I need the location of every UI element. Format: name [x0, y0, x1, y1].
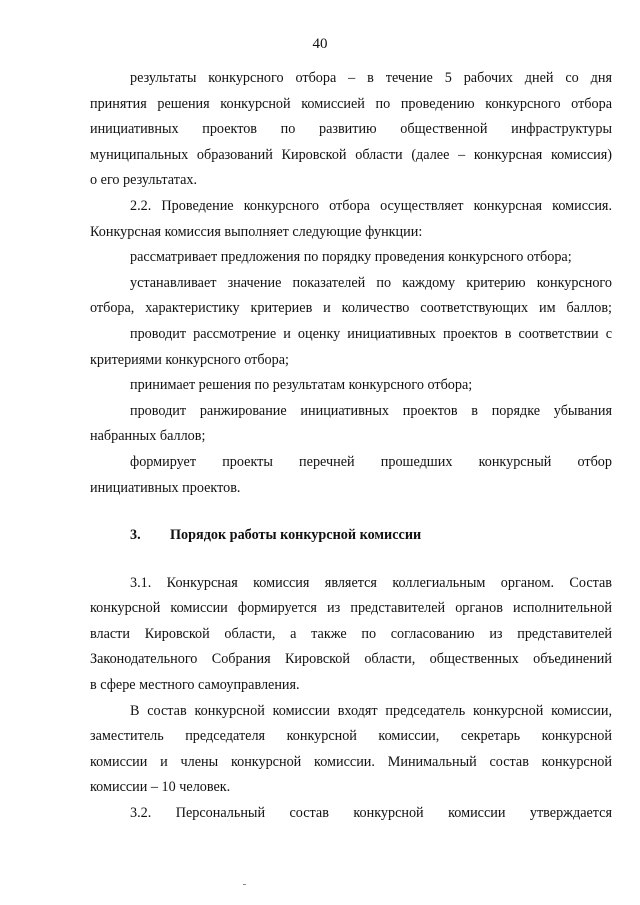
text-line: критериями конкурсного отбора;	[90, 351, 289, 368]
text-line: В состав конкурсной комиссии входят председатель конкурсной комиссии,	[130, 702, 612, 719]
scan-mark	[243, 884, 246, 885]
text-line: инициативных проектов.	[90, 479, 241, 496]
text-line: 2.2. Проведение конкурсного отбора осуществляет конкурсная комиссия.	[130, 197, 612, 214]
text-line: отбора, характеристику критериев и количество соответствующих им баллов;	[90, 300, 612, 317]
text-line: Конкурсная комиссия выполняет следующие функции:	[90, 223, 423, 240]
text-line: 3.1. Конкурсная комиссия является коллегиальным органом. Состав	[130, 574, 612, 591]
page-number: 40	[312, 36, 328, 52]
text-line: набранных баллов;	[90, 428, 206, 445]
text-line: о его результатах.	[90, 172, 198, 189]
text-line: власти Кировской области, а также по согласованию из представителей	[90, 625, 612, 642]
text-line: проводит ранжирование инициативных проектов в порядке убывания	[130, 402, 612, 419]
text-line: инициативных проектов по развитию общественной инфраструктуры	[90, 121, 612, 138]
section-title: Порядок работы конкурсной комиссии	[170, 527, 422, 544]
text-line: принятия решения конкурсной комиссией по проведению конкурсного отбора	[90, 95, 612, 112]
text-line: комиссии – 10 человек.	[90, 779, 231, 796]
text-line: муниципальных образований Кировской области (далее – конкурсная комиссия)	[90, 146, 612, 163]
text-line: комиссии и члены конкурсной комиссии. Минимальный состав конкурсной	[90, 753, 612, 770]
text-line: заместитель председателя конкурсной комиссии, секретарь конкурсной	[90, 728, 612, 745]
text-line: в сфере местного самоуправления.	[90, 677, 300, 694]
spacer	[90, 501, 612, 523]
text-line: результаты конкурсного отбора – в течение 5 рабочих дней со дня	[130, 70, 612, 86]
text-line: конкурсной комиссии формируется из представителей органов исполнительной	[90, 600, 612, 617]
spacer	[90, 549, 612, 571]
document-body	[90, 66, 612, 827]
paragraph-block-section-2	[90, 66, 612, 501]
text-line: Законодательного Собрания Кировской области, общественных объединений	[90, 651, 612, 668]
text-line: принимает решения по результатам конкурсного отбора;	[130, 377, 473, 394]
section-heading	[90, 523, 612, 549]
section-number: 3.	[130, 527, 141, 544]
paragraph-block-section-3	[90, 571, 612, 827]
text-line: рассматривает предложения по порядку проведения конкурсного отбора;	[130, 249, 572, 266]
text-line: 3.2. Персональный состав конкурсной комиссии утверждается	[130, 805, 612, 822]
text-line: проводит рассмотрение и оценку инициативных проектов в соответствии с	[130, 325, 612, 342]
text-line: формирует проекты перечней прошедших конкурсный отбор	[130, 453, 612, 470]
text-line: устанавливает значение показателей по каждому критерию конкурсного	[130, 274, 612, 291]
